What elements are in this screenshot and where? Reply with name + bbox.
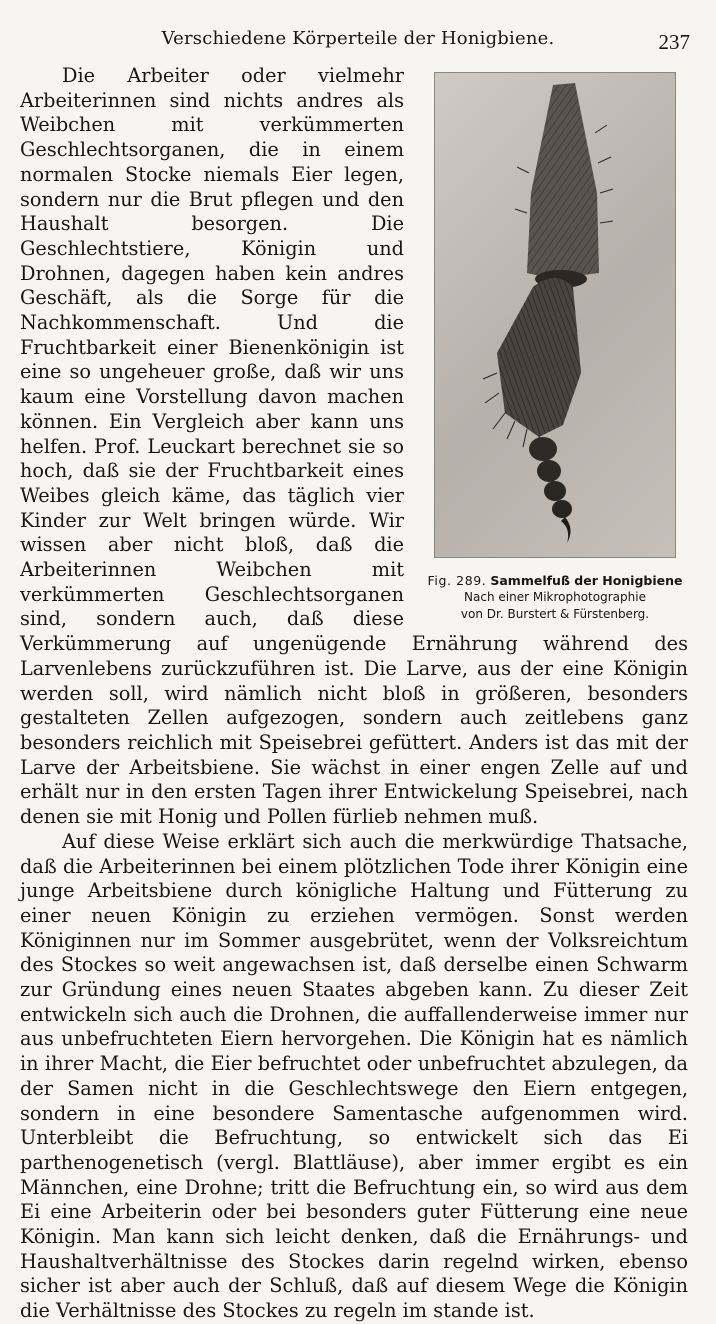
bee-leg-micrograph [435, 73, 675, 557]
page-number: 237 [658, 30, 690, 54]
tarsal-segment [529, 437, 557, 461]
body-text [20, 64, 688, 1324]
figure-title: Sammelfuß der Honigbiene [490, 573, 683, 588]
tarsal-segment [544, 481, 566, 501]
figure-289 [422, 64, 688, 623]
claw [561, 517, 571, 543]
paragraph: Die Arbeiter oder vielmehr Arbeiterinnen sind nichts andres als Weibchen mit verkümmerten Geschlechtsorganen, die in einem normalen Stocke niemals Eier legen, sondern nur die Brut pflegen und den Haushalt besorgen. Die Geschlechtstiere, Königin und Drohnen, dagegen haben kein andres Geschäft, als die Sorge für die Nachkommenschaft. Und die Fruchtbarkeit einer Bienenkönigin ist eine so ungeheuer große, daß wir uns kaum eine Vorstellung davon machen können. Ein Vergleich aber kann uns helfen. Prof. Leuckart berechnet sie so hoch, daß sie der Fruchtbarkeit eines Weibes gleich käme, das täglich vier Kinder zur Welt bringen würde. Wir wissen aber nicht bloß, daß die Arbeiterinnen Weibchen mit verkümmerten Geschlechtsorganen sind, sondern auch, daß diese Verkümmerung auf ungenügende Ernährung während des Larvenlebens zurückzuführen ist. Die Larve, aus der eine Königin werden soll, wird nämlich nicht bloß in größeren, besonders gestalteten Zellen aufgezogen, sondern auch zeitlebens ganz besonders reichlich mit Speisebrei gefüttert. Anders ist das mit der Larve der Arbeitsbiene. Sie wächst in einer engen Zelle auf und erhält nur in den ersten Tagen ihrer Entwickelung Speisebrei, nach denen sie mit Honig und Pollen fürlieb nehmen muß. [20, 64, 688, 829]
running-title: Verschiedene Körperteile der Honigbiene. [161, 28, 555, 49]
tarsal-segment [552, 500, 572, 518]
figure-plate [434, 72, 676, 558]
tarsal-segment [537, 460, 561, 482]
paragraph: Auf diese Weise erklärt sich auch die merkwürdige Thatsache, daß die Arbeiterinnen bei einem plötzlichen Tode ihrer Königin eine junge Arbeitsbiene durch königliche Haltung und Fütterung zu einer neuen Königin zu erziehen vermögen. Sonst werden Königinnen nur im Sommer ausgebrütet, wenn der Volksreichtum des Stockes so weit angewachsen ist, daß derselbe einen Schwarm zur Gründung eines neuen Staates abgeben kann. Zu dieser Zeit entwickeln sich auch die Drohnen, die auffallenderweise immer nur aus unbefruchteten Eiern hervorgehen. Die Königin hat es nämlich in ihrer Macht, die Eier befruchtet oder unbefruchtet abzulegen, da der Samen nicht in die Geschlechtswege den Eiern entgegen, sondern in eine besondere Samentasche aufgenommen wird. Unterbleibt die Befruchtung, so entwickelt sich das Ei parthenogenetisch (vergl. Blattläuse), aber immer ergibt es ein Männchen, eine Drohne; tritt die Befruchtung ein, so wird aus dem Ei eine Arbeiterin oder bei besonders guter Fütterung eine neue Königin. Man kann sich leicht denken, daß die Ernährungs- und Haushaltverhältnisse des Stockes darin regelnd wirken, ebenso sicher ist aber auch der Schluß, daß auf diesem Wege die Königin die Verhältnisse des Stockes zu regeln im stande ist. [20, 829, 688, 1323]
figure-credit-line: von Dr. Burstert & Fürstenberg. [460, 607, 650, 621]
figure-credit-line: Nach einer Mikrophotographie [464, 590, 646, 604]
figure-caption [422, 572, 688, 623]
figure-number: Fig. 289. [427, 573, 487, 588]
